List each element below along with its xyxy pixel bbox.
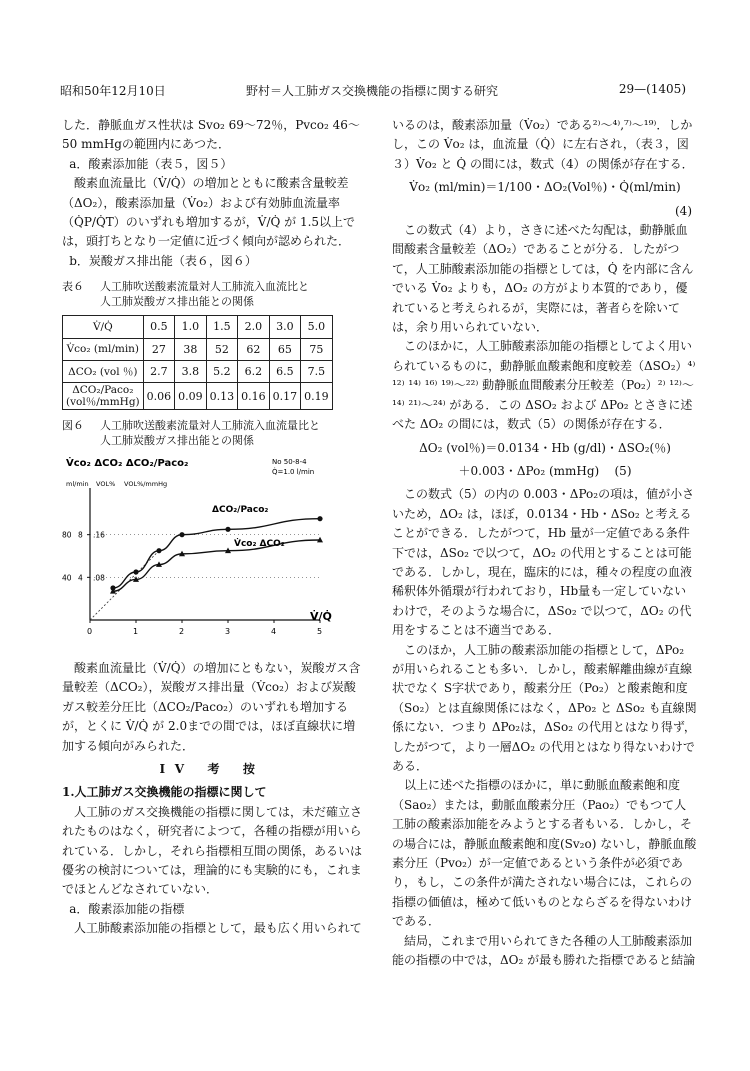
header-title: 野村＝人工肺ガス交換機能の指標に関する研究	[246, 84, 499, 98]
data-point-circle	[156, 549, 161, 554]
table-row	[63, 338, 333, 360]
table-cell: 5.2	[206, 361, 238, 383]
equation-5-line-1: ΔO₂ (vol％)＝0.0134・Hb (g/dl)・ΔSO₂(％)	[419, 440, 671, 455]
page-header	[0, 82, 750, 100]
table-cell: 62	[238, 338, 270, 360]
y-tick-label-vco2: 80	[62, 531, 72, 541]
right-paragraph-1: いるのは，酸素添加量（V̇o₂）である²⁾〜⁴⁾,⁷⁾〜¹⁹⁾．しかし，この V̇o₂ は，血流量（Q̇）に左右され，（表３，図３）V̇o₂ と Q̇ の間には，数式（4）の関係が存在する．	[392, 118, 694, 171]
table-cell: 0.16	[238, 383, 270, 410]
left-paragraph-2: 酸素血流量比（V̇/Q̇）の増加とともに酸素含量較差（ΔO₂），酸素添加量（V̇o₂）および有効肺血流量率（Q̇P/Q̇T）のいずれも増加するが，V̇/Q̇ が 1.5以上では，頭打ちとなり一定値に近づく傾向が認められた．	[62, 176, 356, 249]
section-b-heading: b．炭酸ガス排出能（表６，図６）	[69, 253, 257, 268]
right-paragraph-7: 結局，これまで用いられてきた各種の人工肺酸素添加能の指標の中では，ΔO₂ が最も勝れた指標であると結論	[392, 933, 696, 968]
series-label-ratio: ΔCO₂/Paco₂	[212, 505, 269, 516]
chart-marks	[90, 517, 323, 621]
data-point-circle	[317, 517, 322, 522]
x-tick-label: 0	[87, 627, 93, 637]
left-paragraph-5: 人工肺酸素添加能の指標として，最も広く用いられて	[74, 921, 362, 936]
equation-4: V̇o₂ (ml/min)＝1/100・ΔO₂(Vol％)・Q̇(ml/min)	[409, 180, 681, 195]
right-paragraph-5: このほか，人工肺の酸素添加能の指標として，ΔPo₂ が用いられることも多い．しかし，酸素解離曲線が直線状でなく S字状であり，酸素分圧（Po₂）と酸素飽和度（So₂）とは直線関係にはなく，ΔPo₂ と ΔSo₂ も直線関係にない．つまり ΔPo₂は，ΔSo₂ の代用とはなり得ず，したがつて，より一層ΔO₂ の代用とはなり得ないわけである．	[392, 642, 697, 773]
y-tick-label-dco2: 8	[78, 531, 83, 541]
x-tick-label: 1	[133, 627, 139, 637]
left-column	[62, 116, 362, 939]
y-tick-label-dco2: 4	[78, 573, 83, 583]
table-caption-line-2: 人工肺炭酸ガス排出能との関係	[100, 295, 254, 309]
row-label: ΔCO₂/Paco₂ (vol％/mmHg)	[63, 383, 144, 410]
table-cell: 0.06	[143, 383, 175, 410]
table-col-header: 1.0	[175, 316, 207, 338]
section-title: IV 考 按	[159, 761, 265, 776]
table-cell: 75	[301, 338, 333, 360]
table-cell: 6.5	[269, 361, 301, 383]
header-page-number: 29—(1405)	[618, 82, 686, 96]
series-line-0	[113, 519, 320, 588]
y-unit-ratio: VOL%/mmHg	[124, 480, 168, 489]
figure-caption	[62, 418, 362, 448]
table-caption	[62, 279, 362, 309]
equation-4-number: (4)	[675, 203, 692, 218]
chart-title: V̇co₂ ΔCO₂ ΔCO₂/Paco₂	[66, 458, 189, 470]
figure-caption-number: 図６	[62, 419, 84, 433]
y-unit-vco2: ml/min	[66, 480, 89, 489]
right-paragraph-4: この数式（5）の内の 0.003・ΔPo₂の項は，値が小さいため，ΔO₂ は，ほぼ，0.0134・Hb・ΔSo₂ と考えることができる．したがつて，Hb 量が一定値である条件下では，ΔSo₂ で以つて，ΔO₂ の代用とすることは可能である．しかし，現在，臨床的には，種々の程度の血液稀釈体外循環が行われており，Hb量も一定していないわけで，そのような場合に，ΔSo₂ で以つて，ΔO₂ の代用をすることは不適当である．	[392, 487, 695, 638]
y-tick-label-vco2: 40	[62, 573, 72, 583]
data-point-circle	[225, 527, 230, 532]
right-paragraph-3: このほかに，人工肺酸素添加能の指標としてよく用いられているものに，動静脈血酸素飽和度較差（ΔSO₂）⁴⁾ ¹²⁾ ¹⁴⁾ ¹⁶⁾ ¹⁹⁾〜²²⁾ 動静脈血間酸素分圧較差（Po₂）²⁾ ¹²⁾〜¹⁴⁾ ²¹⁾〜²⁴⁾ がある．この ΔSO₂ および ΔPo₂ とさきに述べた ΔO₂ の間には，数式（5）の関係が存在する．	[392, 339, 696, 432]
x-tick-label: 5	[317, 627, 323, 637]
data-table	[62, 315, 333, 410]
table-cell: 2.7	[143, 361, 175, 383]
table-caption-line-1: 人工肺吹送酸素流量対人工肺流入血流比と	[100, 280, 309, 294]
table-cell: 0.17	[269, 383, 301, 410]
right-column	[392, 116, 698, 970]
row-label: ΔCO₂ (vol ％)	[63, 361, 144, 383]
row-label: V̇co₂ (ml/min)	[63, 338, 144, 360]
table-header-cell: V̇/Q̇	[63, 316, 144, 338]
y-tick-label-ratio: .08	[93, 573, 105, 583]
table-cell: 65	[269, 338, 301, 360]
figure-6-chart	[62, 452, 352, 652]
table-col-header: 1.5	[206, 316, 238, 338]
chart-axes	[62, 488, 322, 636]
equation-5-number: (5)	[614, 463, 632, 478]
table-col-header: 3.0	[269, 316, 301, 338]
x-tick-label: 2	[179, 627, 185, 637]
chart-note-flow: Q̇=1.0 l/min	[272, 468, 315, 477]
right-paragraph-6: 以上に述べた指標のほかに，単に動脈血酸素飽和度（Sao₂）または，動脈血酸素分圧（Pao₂）でもつて人工肺の酸素添加能をみようとする者もいる．しかし，その場合には，静脈血酸素飽和度(Sv₂o) ないし，静脈血酸素分圧（Pvo₂）が一定値であるという条件が必須であり，もし，この条件が満たされない場合には，これらの指標の価値は，極めて低いものとならざるを得ないわけである．	[392, 778, 697, 929]
table-caption-number: 表６	[62, 280, 84, 294]
subsection-heading: 1.人工肺ガス交換機能の指標に関して	[62, 785, 267, 800]
table-cell: 27	[143, 338, 175, 360]
table-cell: 7.5	[301, 361, 333, 383]
section-a-heading: a．酸素添加能（表５，図５）	[69, 156, 233, 171]
table-cell: 0.19	[301, 383, 333, 410]
left-paragraph-4: 人工肺のガス交換機能の指標に関しては，未だ確立されたものはなく，研究者によつて，各種の指標が用いられている．しかし，それら指標相互間の関係，あるいは優劣の検討については，理論的にも実験的にも，これまでほとんどなされていない．	[62, 804, 363, 897]
data-point-circle	[179, 533, 184, 538]
y-unit-dco2: VOL%	[96, 480, 116, 489]
figure-caption-line-1: 人工肺吹送酸素流量対人工肺流入血流量比と	[100, 419, 320, 433]
y-tick-label-ratio: .16	[93, 531, 105, 541]
equation-5-term: ＋0.003・ΔPo₂ (mmHg)	[458, 463, 600, 478]
data-point-circle	[133, 570, 138, 575]
left-paragraph-1: した．静脈血ガス性状は Svo₂ 69〜72％，Pvco₂ 46〜50 mmHgの範囲内にあつた．	[62, 118, 360, 152]
x-axis-label: V̇/Q̇	[310, 610, 332, 624]
series-label-vco2-dco2: V̇co₂ ΔCO₂	[234, 539, 285, 550]
table-col-header: 2.0	[238, 316, 270, 338]
table-cell: 38	[175, 338, 207, 360]
table-col-header: 0.5	[143, 316, 175, 338]
figure-caption-line-2: 人工肺炭酸ガス排出能との関係	[100, 434, 254, 448]
subsection-a-heading: a．酸素添加能の指標	[69, 901, 185, 916]
chart-note-run: No 50-8-4	[272, 458, 307, 467]
header-date: 昭和50年12月10日	[60, 84, 166, 98]
table-col-header: 5.0	[301, 316, 333, 338]
table-cell: 0.09	[175, 383, 207, 410]
table-cell: 52	[206, 338, 238, 360]
equation-5-line-2	[392, 462, 698, 481]
table-row	[63, 383, 333, 410]
right-paragraph-2: この数式（4）より，さきに述べた勾配は，動静脈血間酸素含量較差（ΔO₂）であることが分る．したがつて，人工肺酸素添加能の指標としては，Q̇ を内部に含んでいる V̇o₂ よりも，ΔO₂ の方がより本質的であり，優れていると考えられるが，実際には，著者らを除いては，余り用いられていない．	[392, 223, 694, 335]
table-row	[63, 361, 333, 383]
x-tick-label: 4	[271, 627, 277, 637]
table-header-row	[63, 316, 333, 338]
table-cell: 3.8	[175, 361, 207, 383]
table-cell: 6.2	[238, 361, 270, 383]
x-tick-label: 3	[225, 627, 231, 637]
table-cell: 0.13	[206, 383, 238, 410]
left-paragraph-3: 酸素血流量比（V̇/Q̇）の増加にともない，炭酸ガス含量較差（ΔCO₂），炭酸ガス排出量（V̇co₂）および炭酸ガス較差分圧比（ΔCO₂/Paco₂）のいずれも増加するが，とくに V̇/Q̇ が 2.0までの間では，ほぼ直線状に増加する傾向がみられた．	[62, 660, 361, 753]
